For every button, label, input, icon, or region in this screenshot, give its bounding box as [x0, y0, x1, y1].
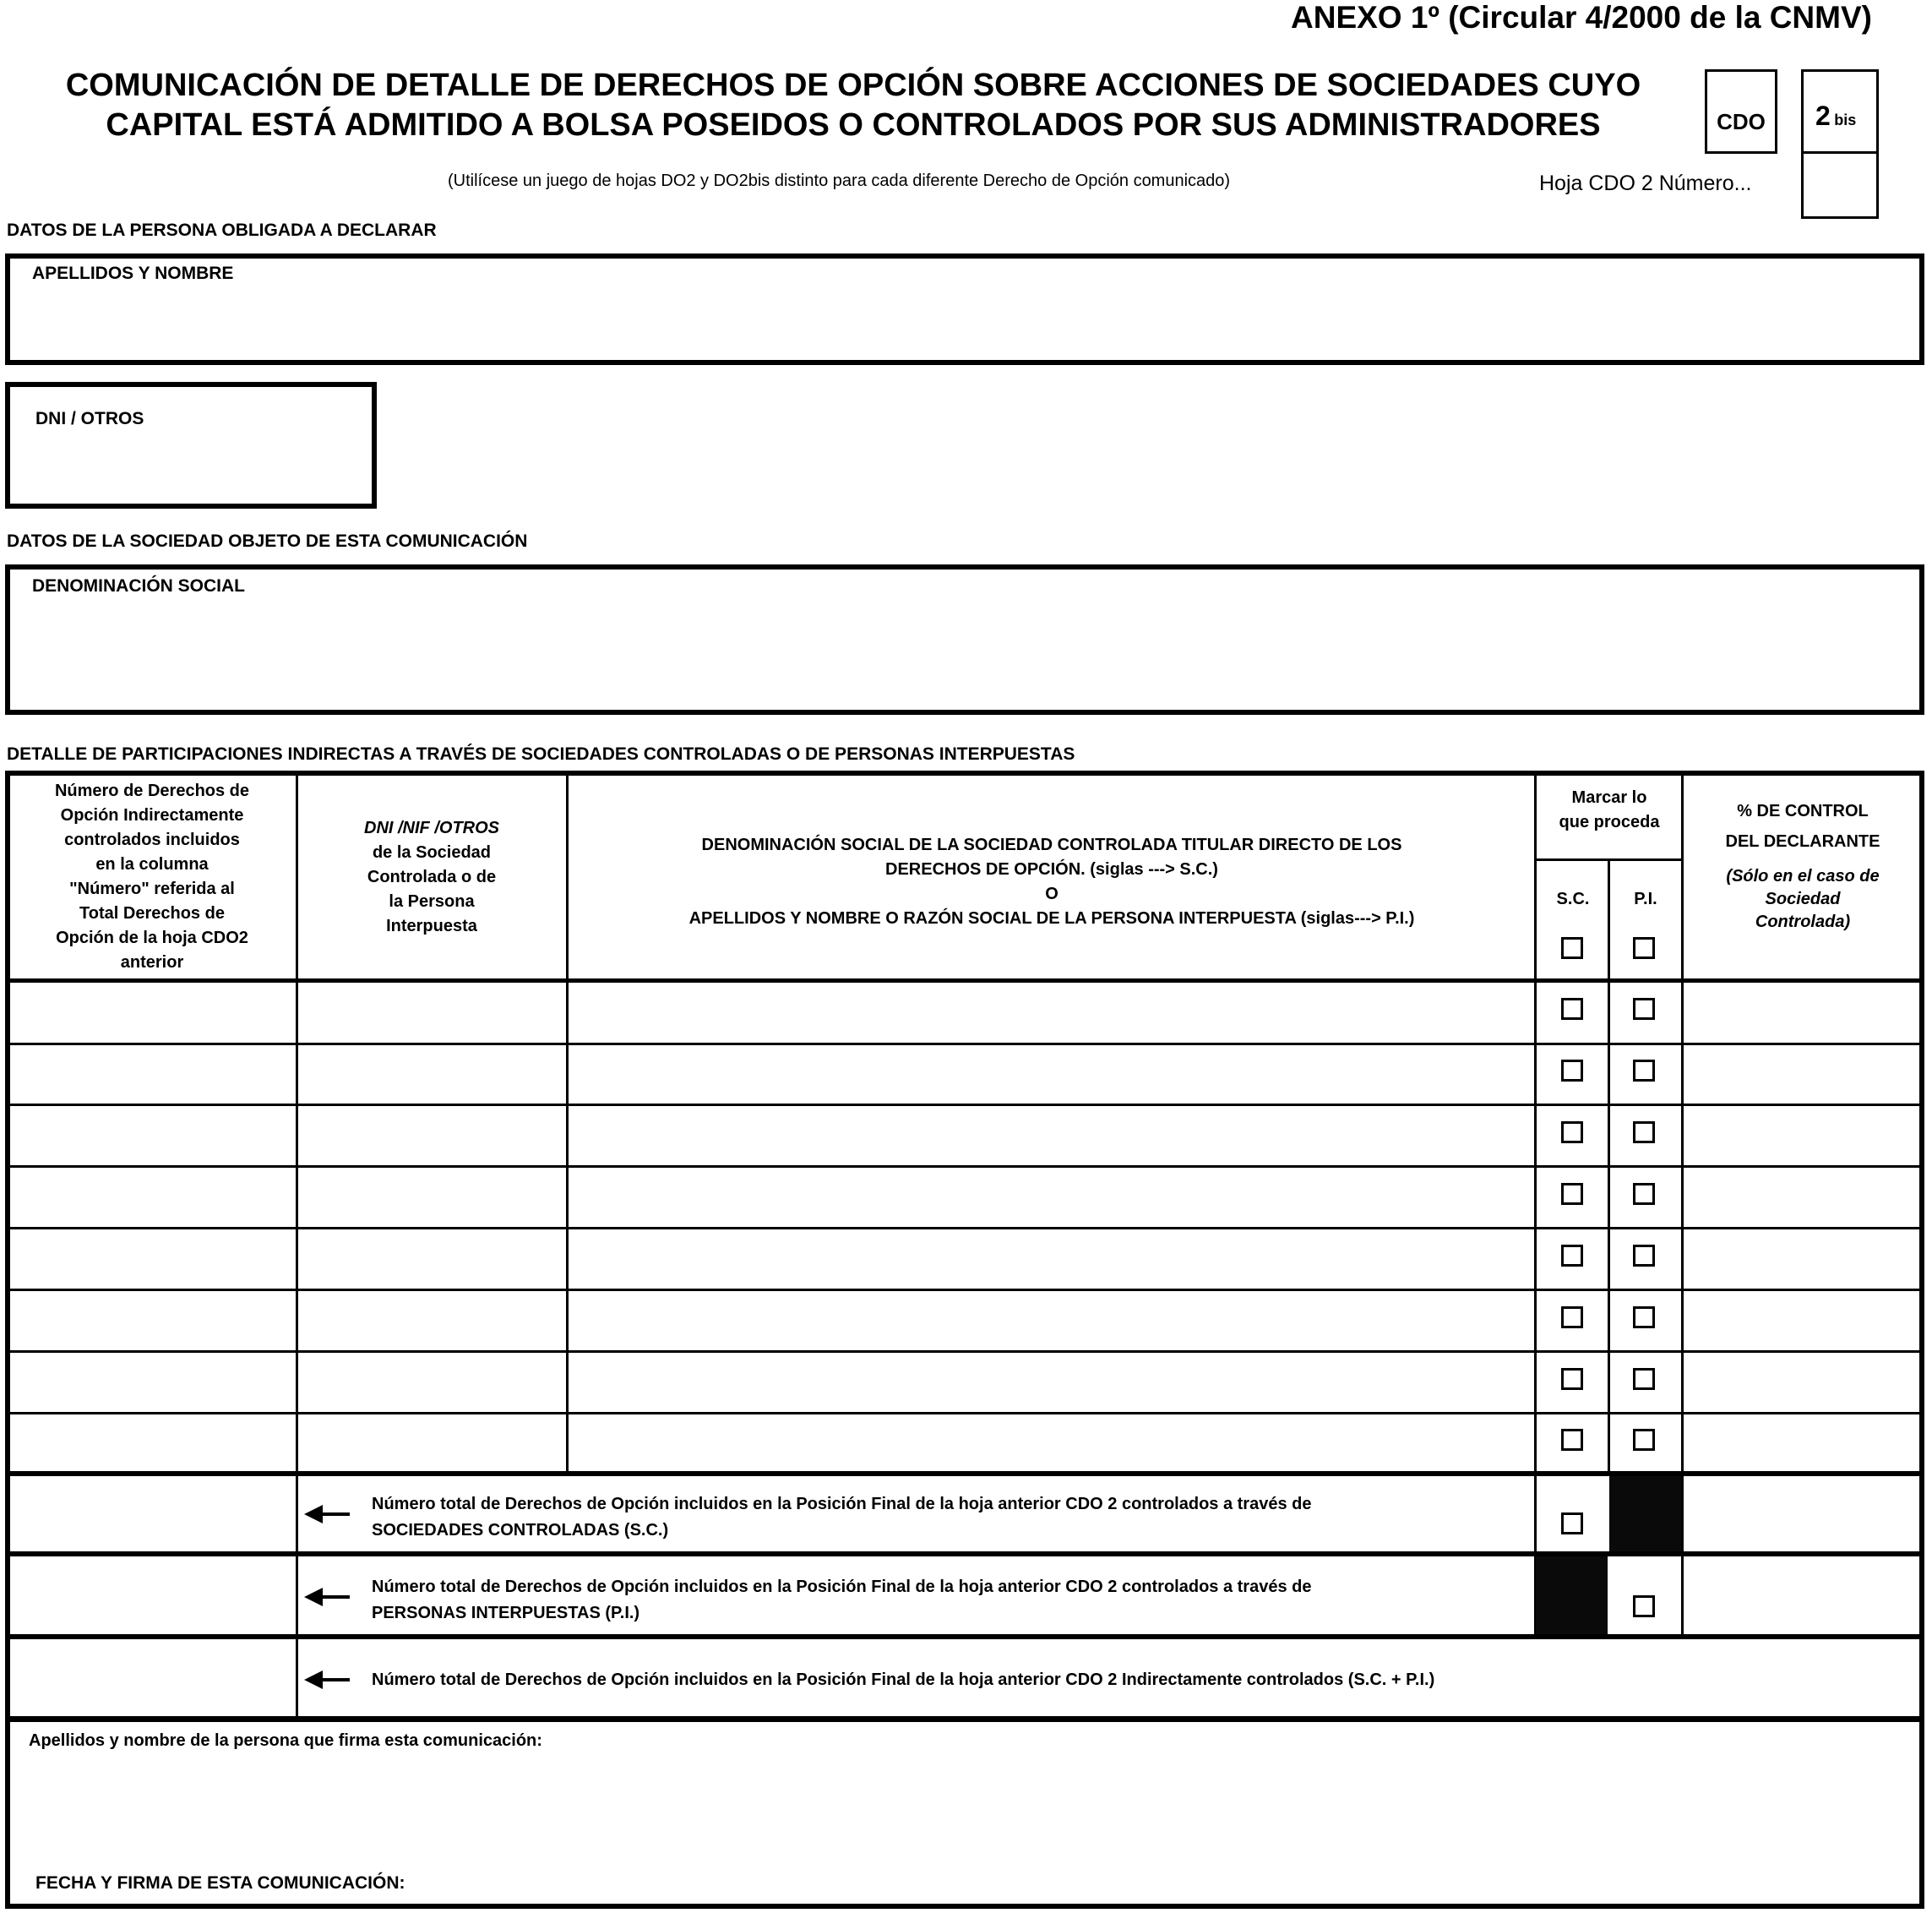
row-divider	[5, 1104, 1924, 1106]
row-6-pi-checkbox[interactable]	[1633, 1306, 1655, 1328]
row-8-sc-checkbox[interactable]	[1561, 1429, 1583, 1451]
section-detail-title: DETALLE DE PARTICIPACIONES INDIRECTAS A TRAVÉS DE SOCIEDADES CONTROLADAS O DE PERSONAS INTERPUESTAS	[7, 744, 1075, 764]
signature-box[interactable]	[5, 1716, 1924, 1909]
row-divider	[5, 1289, 1924, 1291]
col-header-sc: S.C.	[1556, 890, 1590, 908]
row-divider	[5, 1412, 1924, 1414]
sum-pi-checkbox[interactable]	[1633, 1595, 1655, 1617]
col-header-dni: DNI /NIF /OTROS de la Sociedad Controlada o de la Persona Interpuesta	[364, 819, 499, 935]
col-divider-5	[1681, 771, 1684, 1637]
row-3-pi-checkbox[interactable]	[1633, 1121, 1655, 1143]
row-divider	[5, 1165, 1924, 1168]
page-title	[25, 66, 1681, 145]
sum-sc-pi-blocked-cell	[1609, 1476, 1681, 1551]
header-pi-checkbox[interactable]	[1633, 937, 1655, 959]
cdo-code-box	[1705, 69, 1777, 154]
col-divider-3	[1534, 771, 1537, 1637]
sheet-number-box	[1801, 69, 1879, 154]
header-sc-checkbox[interactable]	[1561, 937, 1583, 959]
person-id-label: DNI / OTROS	[35, 409, 144, 428]
sum-pi-text: Número total de Derechos de Opción incluidos en la Posición Final de la hoja anterior CDO 2 controlados a través de PERSONAS INTERPUESTAS (P.I.)	[372, 1578, 1312, 1622]
sum-sc-checkbox[interactable]	[1561, 1512, 1583, 1534]
cdo-code-label: CDO	[1717, 109, 1766, 134]
sheet-number-input-box[interactable]	[1801, 151, 1879, 219]
row-7-pi-checkbox[interactable]	[1633, 1368, 1655, 1390]
row-2-sc-checkbox[interactable]	[1561, 1060, 1583, 1082]
person-id-field[interactable]	[5, 382, 377, 509]
col-header-control: % DE CONTROL DEL DECLARANTE	[1725, 802, 1880, 851]
sheet-number-suffix: bis	[1834, 112, 1857, 128]
sum-pi-bottom	[5, 1634, 1924, 1639]
sum-sc-text: Número total de Derechos de Opción incluidos en la Posición Final de la hoja anterior CDO 2 controlados a través de SOCIEDADES CONTROLADAS (S.C.)	[372, 1495, 1312, 1540]
arrow-left-icon	[304, 1670, 323, 1689]
row-1-sc-checkbox[interactable]	[1561, 998, 1583, 1020]
col-header-denominacion: DENOMINACIÓN SOCIAL DE LA SOCIEDAD CONTROLADA TITULAR DIRECTO DE LOS DERECHOS DE OPCIÓN. (siglas ---> S.C.) O APELLIDOS Y NOMBRE O RAZÓN SOCIAL DE LA PERSONA INTERPUESTA (siglas---> P.I.)	[688, 836, 1415, 928]
col-header-mark: Marcar lo que proceda	[1559, 788, 1660, 831]
company-name-label: DENOMINACIÓN SOCIAL	[32, 576, 245, 596]
row-divider	[5, 1227, 1924, 1229]
person-name-label: APELLIDOS Y NOMBRE	[32, 264, 234, 283]
person-name-field[interactable]	[5, 253, 1924, 365]
sum-pi-sc-blocked-cell	[1536, 1556, 1608, 1634]
header-bottom	[5, 978, 1924, 983]
sum-sc-bottom	[5, 1551, 1924, 1556]
row-5-pi-checkbox[interactable]	[1633, 1245, 1655, 1267]
row-6-sc-checkbox[interactable]	[1561, 1306, 1583, 1328]
date-signature-label: FECHA Y FIRMA DE ESTA COMUNICACIÓN:	[35, 1873, 405, 1893]
page-title-line-2: CAPITAL ESTÁ ADMITIDO A BOLSA POSEIDOS O CONTROLADOS POR SUS ADMINISTRADORES	[106, 107, 1601, 143]
row-7-sc-checkbox[interactable]	[1561, 1368, 1583, 1390]
sum-total-text: Número total de Derechos de Opción incluidos en la Posición Final de la hoja anterior CDO 2 Indirectamente controlados (S.C. + P.I.)	[372, 1670, 1435, 1689]
annex-reference: ANEXO 1º (Circular 4/2000 de la CNMV)	[1291, 0, 1872, 35]
col-divider-1	[296, 771, 298, 1719]
sheet-number-main: 2	[1815, 101, 1831, 131]
row-4-sc-checkbox[interactable]	[1561, 1183, 1583, 1205]
signer-label: Apellidos y nombre de la persona que firma esta comunicación:	[29, 1731, 542, 1750]
col-header-pi: P.I.	[1634, 890, 1657, 908]
instruction-note: (Utilícese un juego de hojas DO2 y DO2bis distinto para cada diferente Derecho de Opción comunicado)	[448, 172, 1231, 190]
row-3-sc-checkbox[interactable]	[1561, 1121, 1583, 1143]
row-2-pi-checkbox[interactable]	[1633, 1060, 1655, 1082]
mark-header-divider	[1534, 858, 1681, 861]
row-5-sc-checkbox[interactable]	[1561, 1245, 1583, 1267]
col-header-number: Número de Derechos de Opción Indirectamente controlados incluidos en la columna "Número" referida al Total Derechos de Opción de la hoja CDO2 anterior	[54, 782, 250, 972]
row-divider	[5, 1043, 1924, 1045]
row-1-pi-checkbox[interactable]	[1633, 998, 1655, 1020]
sheet-number-label: Hoja CDO 2 Número...	[1539, 172, 1752, 195]
page-title-line-1: COMUNICACIÓN DE DETALLE DE DERECHOS DE OPCIÓN SOBRE ACCIONES DE SOCIEDADES CUYO	[65, 68, 1641, 103]
col-divider-2	[566, 771, 569, 1476]
row-8-pi-checkbox[interactable]	[1633, 1429, 1655, 1451]
row-4-pi-checkbox[interactable]	[1633, 1183, 1655, 1205]
arrow-left-icon	[304, 1588, 323, 1606]
arrow-left-icon	[304, 1505, 323, 1523]
row-divider	[5, 1350, 1924, 1353]
section-company-title: DATOS DE LA SOCIEDAD OBJETO DE ESTA COMUNICACIÓN	[7, 531, 528, 551]
section-person-title: DATOS DE LA PERSONA OBLIGADA A DECLARAR	[7, 221, 437, 240]
company-name-field[interactable]	[5, 564, 1924, 715]
col-header-control-note: (Sólo en el caso de Sociedad Controlada)	[1726, 867, 1880, 931]
